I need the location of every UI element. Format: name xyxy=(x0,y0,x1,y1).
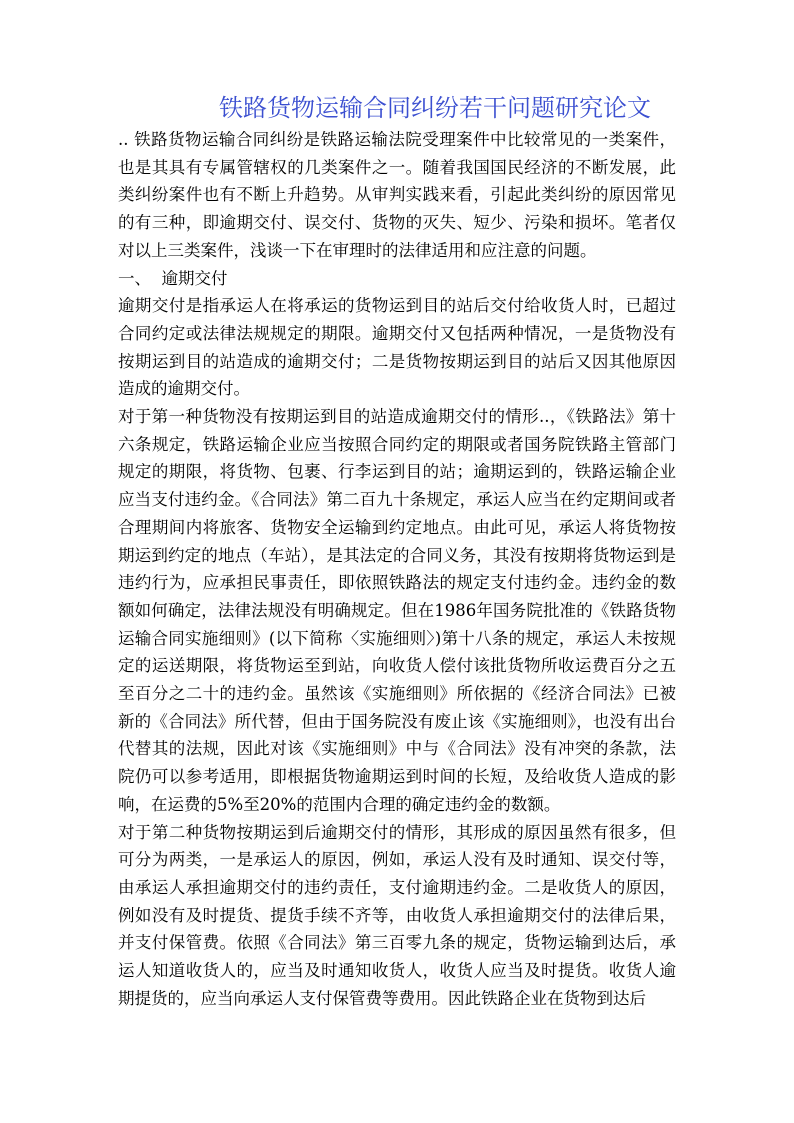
paragraph-second-case: 对于第二种货物按期运到后逾期交付的情形，其形成的原因虽然有很多，但可分为两类，一是承运人的原因，例如，承运人没有及时通知、误交付等，由承运人承担逾期交付的违约责任，支付逾期违约金。二是收货人的原因，例如没有及时提货、提货手续不齐等，由收货人承担逾期交付的法律后果，并支付保管费。依照《合同法》第三百零九条的规定，货物运输到达后，承运人知道收货人的，应当及时通知收货人，收货人应当及时提货。收货人逾期提货的，应当向承运人支付保管费等费用。因此铁路企业在货物到达后 xyxy=(118,822,676,1008)
section-heading-overdue-delivery: 一、 逾期交付 xyxy=(118,268,228,288)
paragraph-first-case: 对于第一种货物没有按期运到目的站造成逾期交付的情形..，《铁路法》第十六条规定，铁路运输企业应当按照合同约定的期限或者国务院铁路主管部门规定的期限，将货物、包裹、行李运到目的站；逾期运到的，铁路运输企业应当支付违约金。《合同法》第二百九十条规定，承运人应当在约定期间或者合理期间内将旅客、货物安全运输到约定地点。由此可见，承运人将货物按期运到约定的地点（车站），是其法定的合同义务，其没有按期将货物运到是违约行为，应承担民事责任，即依照铁路法的规定支付违约金。违约金的数额如何确定，法律法规没有明确规定。但在1986年国务院批准的《铁路货物运输合同实施细则》(以下简称〈实施细则〉)第十八条的规定，承运人未按规定的运送期限，将货物运至到站，向收货人偿付该批货物所收运费百分之五至百分之二十的违约金。虽然该《实施细则》所依据的《经济合同法》已被新的《合同法》所代替，但由于国务院没有废止该《实施细则》，也没有出台代替其的法规，因此对该《实施细则》中与《合同法》没有冲突的条款，法院仍可以参考适用，即根据货物逾期运到时间的长短，及给收货人造成的影响，在运费的5%至20%的范围内合理的确定违约金的数额。 xyxy=(118,407,676,814)
paragraph-intro: .. 铁路货物运输合同纠纷是铁路运输法院受理案件中比较常见的一类案件，也是其具有专属管辖权的几类案件之一。随着我国国民经济的不断发展，此类纠纷案件也有不断上升趋势。从审判实践来看，引起此类纠纷的原因常见的有三种，即逾期交付、误交付、货物的灭失、短少、污染和损坏。笔者仅对以上三类案件，浅谈一下在审理时的法律适用和应注意的问题。 xyxy=(118,130,676,260)
paragraph-definition: 逾期交付是指承运人在将承运的货物运到目的站后交付给收货人时，已超过合同约定或法律法规规定的期限。逾期交付又包括两种情况，一是货物没有按期运到目的站造成的逾期交付；二是货物按期运到目的站后又因其他原因造成的逾期交付。 xyxy=(118,296,676,399)
document-title: 铁路货物运输合同纠纷若干问题研究论文 xyxy=(219,94,651,122)
document-page xyxy=(118,92,676,1013)
